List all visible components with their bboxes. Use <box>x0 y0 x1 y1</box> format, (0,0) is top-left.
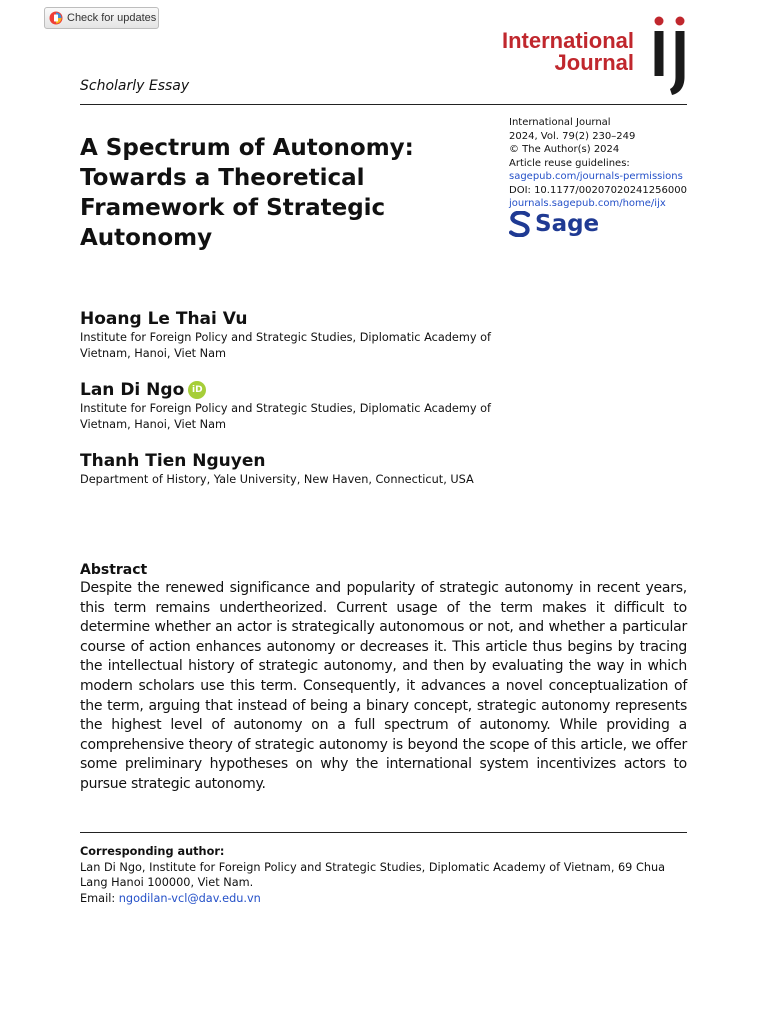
abstract-section <box>80 561 687 795</box>
corresponding-address: Lan Di Ngo, Institute for Foreign Policy and Strategic Studies, Diplomatic Academy of Vietnam, 69 Chua Lang Hanoi 100000, Viet Nam. <box>80 860 666 889</box>
author-name <box>80 451 500 471</box>
publisher-name: Sage <box>535 211 600 237</box>
footnote-divider <box>80 832 687 833</box>
publisher-logo <box>509 211 599 237</box>
journal-home-link[interactable]: journals.sagepub.com/home/ijx <box>509 198 666 209</box>
article-title: A Spectrum of Autonomy: Towards a Theoretical Framework of Strategic Autonomy <box>80 135 414 251</box>
meta-copyright: © The Author(s) 2024 <box>509 144 620 155</box>
email-label: Email: <box>80 891 116 905</box>
author-name <box>80 309 500 329</box>
author-name-text: Lan Di Ngo <box>80 380 185 400</box>
brand-line-2: Journal <box>554 50 634 75</box>
sage-s-icon <box>509 211 531 237</box>
header-divider <box>80 104 687 105</box>
author-name-text: Thanh Tien Nguyen <box>80 451 266 471</box>
author-name <box>80 380 500 400</box>
journal-metadata <box>509 116 709 211</box>
author-name-text: Hoang Le Thai Vu <box>80 309 248 329</box>
corresponding-heading: Corresponding author: <box>80 845 225 858</box>
article-type: Scholarly Essay <box>80 78 190 94</box>
author-block <box>80 309 500 361</box>
corresponding-email-line <box>80 891 687 907</box>
corresponding-author <box>80 844 687 906</box>
meta-volume: 2024, Vol. 79(2) 230–249 <box>509 130 636 142</box>
check-for-updates-label: Check for updates <box>67 12 157 24</box>
meta-doi[interactable]: DOI: 10.1177/00207020241256000 <box>509 184 687 196</box>
journal-brand <box>502 30 634 74</box>
author-block <box>80 451 500 488</box>
meta-reuse: Article reuse guidelines: <box>509 157 630 169</box>
crossmark-icon <box>49 11 63 25</box>
permissions-link[interactable]: sagepub.com/journals-permissions <box>509 171 683 182</box>
author-block <box>80 380 500 432</box>
ij-logo-icon <box>650 15 690 97</box>
author-affiliation: Institute for Foreign Policy and Strategic Studies, Diplomatic Academy of Vietnam, Hanoi, Viet Nam <box>80 331 492 360</box>
author-affiliation: Institute for Foreign Policy and Strategic Studies, Diplomatic Academy of Vietnam, Hanoi, Viet Nam <box>80 402 492 431</box>
orcid-icon[interactable]: iD <box>188 381 206 399</box>
abstract-text: Despite the renewed significance and popularity of strategic autonomy in recent years, this term remains undertheorized. Current usage of the term makes it difficult to determine whether an actor is strategically autonomous or not, and whether a particular course of action enhances autonomy or decreases it. This article thus begins by tracing the intellectual history of strategic autonomy, and then by evaluating the way in which modern scholars use this term. Consequently, it advances a novel conceptualization of the term, arguing that instead of being a binary concept, strategic autonomy represents the highest level of autonomy on a full spectrum of autonomy. While providing a comprehensive theory of strategic autonomy is beyond the scope of this article, we offer some preliminary hypotheses on why the international system incentivizes actors to pursue strategic autonomy. <box>80 580 687 792</box>
brand-line-1: International <box>501 28 634 53</box>
meta-journal: International Journal <box>509 117 611 128</box>
email-link[interactable]: ngodilan-vcl@dav.edu.vn <box>118 891 261 905</box>
check-for-updates-button[interactable] <box>44 7 159 29</box>
abstract-heading: Abstract <box>80 562 148 578</box>
author-affiliation: Department of History, Yale University, New Haven, Connecticut, USA <box>80 473 474 486</box>
